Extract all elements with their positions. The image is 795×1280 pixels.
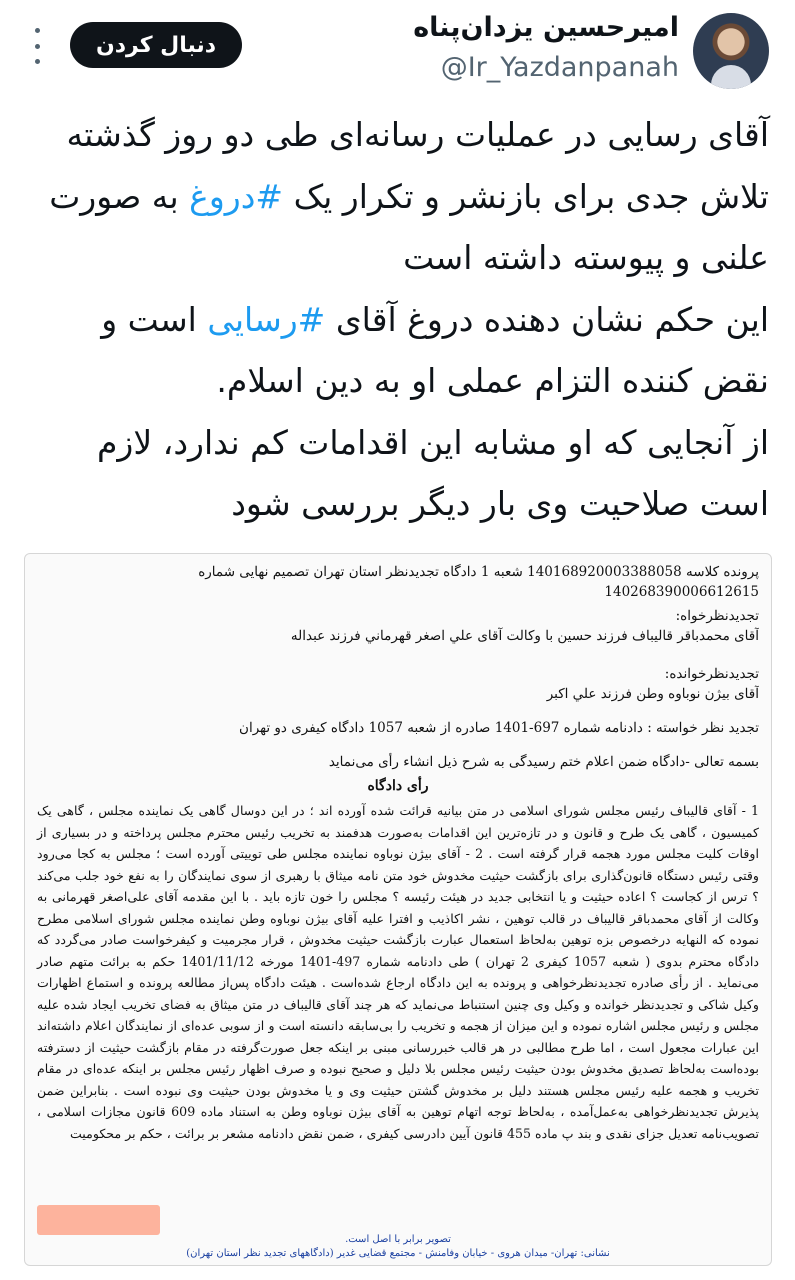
court-address: نشانی: تهران- میدان هروی - خیابان وفامنش - مجتمع قضایی غدیر (دادگاههای تجدید نظر استان تهران) bbox=[186, 1248, 610, 1259]
appellee-value: آقای بیژن نوباوه وطن فرزند علي اكبر bbox=[546, 686, 759, 702]
appellant-value: آقای محمدباقر قالیباف فرزند حسین با وکالت آقای علي اصغر قهرماني فرزند عبداله bbox=[290, 628, 759, 644]
tweet-text bbox=[19, 104, 769, 535]
hashtag-link[interactable]: #دروغ bbox=[189, 176, 284, 216]
copy-note: تصویر برابر با اصل است. bbox=[345, 1234, 451, 1245]
more-options-icon[interactable] bbox=[32, 28, 42, 64]
tweet-line: است صلاحیت وی بار دیگر بررسی شود bbox=[231, 484, 769, 523]
author-name[interactable]: امیرحسین یزدان‌پناه bbox=[413, 12, 679, 43]
follow-button[interactable]: دنبال کردن bbox=[70, 22, 242, 68]
highlight-mark bbox=[37, 1205, 160, 1235]
attached-document-image[interactable] bbox=[24, 553, 772, 1266]
intro-line: بسمه تعالی -دادگاه ضمن اعلام ختم رسیدگی به شرح ذیل انشاء رأی می‌نماید bbox=[328, 754, 759, 770]
author-handle[interactable]: @Ir_Yazdanpanah bbox=[440, 52, 679, 83]
tweet-line: نقض کننده التزام عملی او به دین اسلام. bbox=[216, 361, 769, 400]
hashtag-link[interactable]: #رسایی bbox=[207, 299, 326, 339]
tweet-line: علنی و پیوسته داشته است bbox=[403, 238, 769, 277]
document-content bbox=[37, 562, 759, 1144]
author-avatar[interactable] bbox=[693, 13, 769, 89]
tweet-line: آقای رسایی در عملیات رسانه‌ای طی دو روز گذشته bbox=[66, 115, 769, 154]
tweet-line: از آنجایی که او مشابه این اقدامات کم ندارد، لازم bbox=[97, 422, 769, 462]
tweet-line: تلاش جدی برای بازنشر و تکرار یک #دروغ به صورت bbox=[49, 176, 769, 216]
document-footer bbox=[25, 1233, 771, 1261]
tweet-header bbox=[0, 0, 795, 100]
verdict-body: 1 - آقای قالیباف رئیس مجلس شورای اسلامی در متن بیانیه قرائت شده آورده اند ؛ در این دوسال گاهی یک نماینده مجلس ، گاهی یک کمیسیون ، گاهی یک طرح و قانون و در تازه‌ترین این اقدامات به‌صورت هدفمند به تخریب رئیس محترم مجلس پرداخته و در بسیاری از اوقات کلیت مجلس مورد هجمه قرار گرفته است . 2 - آقای بیژن نوباوه نماینده مجلس طی توییتی آورده است ؛ مجلس به کجا می‌رود وقتی رئیس دستگاه قانون‌گذاری برای بازگشت حیثیت مخدوش خود متن نامه میثاق با رهبری از سوی نمایندگان را به نفع خود جلب می‌کند ؟ ترس از کجاست ؟ اعاده حیثیت و یا انتخابی جدید در هیئت رئیسه ؟ مجلس را خون تازه باید . با این مقدمه آقای علی‌اصغر قهرمانی به وکالت از آقای محمدباقر قالیباف در قالب توهین ، نشر اکاذیب و افترا علیه آقای بیژن نوباوه وطن نماینده مجلس شورای اسلامی مطرح نموده که النهایه درخصوص بزه توهین به‌لحاظ استعمال عبارت بازگشت حیثیت مخدوش ، قرار مجرمیت و کیفرخواست صادر می‌گردد که دادگاه محترم بدوی ( شعبه 1057 کیفری 2 تهران ) طی دادنامه شماره 497-1401 مورخه 1401/11/12 حکم به برائت متهم صادر می‌نماید . از رأی صادره تجدیدنظرخواهی و پرونده به این دادگاه ارجاع شده‌است . هیئت دادگاه پس‌از مطالعه پرونده و استماع اظهارات وکیل شاکی و تجدیدنظر خوانده و وکیل وی چنین استنباط می‌نماید که هر چند آقای قالیباف در متن میثاق به فضای تخریب ایجاد شده علیه مجلس و رئیس مجلس اشاره نموده و این میزان از هجمه و تخریب را بی‌سابقه دانسته است و از سوبی عده‌ای از نمایندگان اعلام داشته‌اند این عبارات مجعول است ، اما طرح مطالبی در هر قالب خبررسانی مبنی بر اینکه جعل صورت‌گرفته در مقام بازگشت حیثیت از دسترفته بوده‌است به‌لحاظ تصدیق مخدوش بودن حیثیت رئیس مجلس بلا دلیل و صحیح نبوده و صرف اظهار رئیس مجلس بر اینکه عده‌ای در مقام تخریب و هجمه علیه رئیس مجلس هستند دلیل بر مخدوش گشتن حیثیت وی و یا مخدوش بودن حیثیت وی نبوده است . بنابراین ضمن پذیرش تجدیدنظرخواهی به‌عمل‌آمده ، به‌لحاظ توجه اتهام توهین به آقای بیژن نوباوه وطن به استناد ماده 609 قانون مجازات اسلامی ، تصویب‌نامه تعدیل جزای نقدی و بند پ ماده 455 قانون آیین دادرسی کیفری ، ضمن نقض دادنامه مشعر بر برائت ، حکم بر محکومیت bbox=[37, 803, 759, 1141]
appellee-label: تجدیدنظرخوانده: bbox=[664, 666, 759, 682]
decision-number: 140268390006612615 bbox=[604, 584, 759, 600]
tweet-line: این حکم نشان دهنده دروغ آقای #رسایی است و bbox=[101, 299, 769, 339]
appellant-label: تجدیدنظرخواه: bbox=[675, 608, 759, 624]
appeal-subject: تجدید نظر خواسته : دادنامه شماره 697-1401 صادره از شعبه 1057 دادگاه کیفری دو تهران bbox=[239, 720, 759, 736]
verdict-title: رأی دادگاه bbox=[367, 778, 429, 794]
case-number-line: پرونده کلاسه 140168920003388058 شعبه 1 دادگاه تجدیدنظر استان تهران تصمیم نهایی شماره bbox=[198, 564, 759, 580]
